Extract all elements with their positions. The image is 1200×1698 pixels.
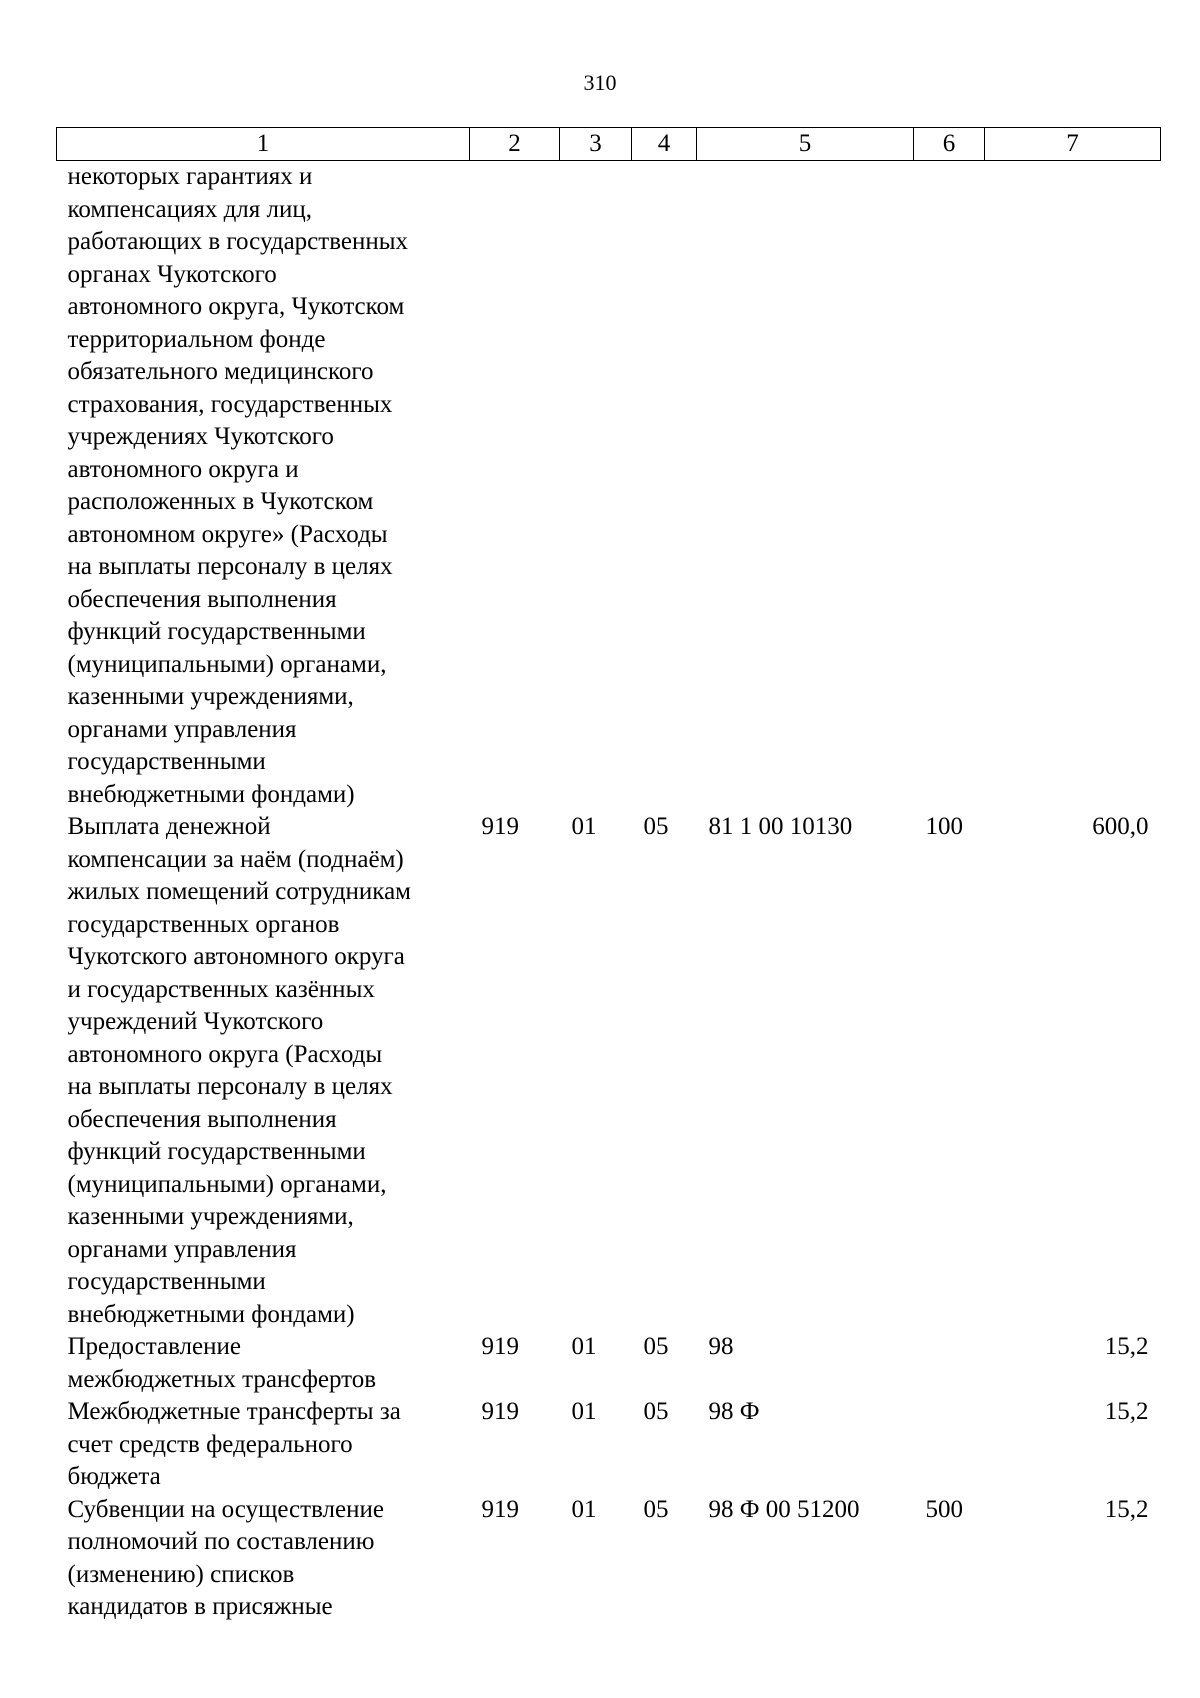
row-col-4: 05 [643,1333,669,1360]
row-name: Предоставление межбюджетных трансфертов [67,1333,377,1393]
row-col-3 [560,161,632,812]
table-row [57,1494,1161,1624]
row-col-2: 919 [481,1333,519,1360]
row-col-7: 15,2 [1104,1398,1149,1425]
row-col-2: 919 [481,1495,519,1523]
row-col-4: 05 [643,1398,669,1425]
row-col-6 [914,1396,985,1494]
row-col-6 [914,161,985,812]
header-col-1: 1 [57,128,470,161]
row-name: некоторых гарантиях и компенсациях для лиц, работающих в государственных органах Чукотского автономного округа, Чукотском территориальном фонде обязательного медицинского страхования, государственных учреждениях Чукотского автономного округа и расположенных в Чукотском автономном округе» (Расходы на выплаты персоналу в целях обеспечения выполнения функций государственными (муниципальными) органами, казенными учреждениями, органами управления государственными внебюджетными фондами) [67,163,409,808]
row-col-7: 15,2 [1104,1333,1149,1360]
table-row [57,1331,1161,1396]
row-col-7: 600,0 [1092,813,1149,840]
row-col-4: 05 [643,813,669,840]
row-name: Межбюджетные трансферты за счет средств федерального бюджета [67,1398,401,1490]
table-row [57,811,1161,1331]
row-col-5: 81 1 00 10130 [708,813,853,840]
row-col-6: 500 [925,1495,963,1523]
row-name: Субвенции на осуществление полномочий по составлению (изменению) списков кандидатов в присяжные [67,1495,384,1620]
table-header-row [57,128,1161,161]
table-row [57,161,1161,812]
budget-table [56,127,1161,1624]
header-col-3: 3 [560,128,632,161]
row-name: Выплата денежной компенсации за наём (поднаём) жилых помещений сотрудникам государственных органов Чукотского автономного округа и государственных казённых учреждений Чукотского автономного округа (Расходы на выплаты персоналу в целях обеспечения выполнения функций государственными (муниципальными) органами, казенными учреждениями, органами управления государственными внебюджетными фондами) [67,813,411,1328]
row-col-5: 98 Ф 00 51200 [708,1495,860,1523]
row-col-6 [914,1331,985,1396]
row-col-5: 98 [708,1333,734,1360]
row-col-5: 98 Ф [708,1398,760,1425]
header-col-7: 7 [985,128,1161,161]
row-col-6: 100 [925,813,963,840]
row-col-7: 15,2 [1104,1495,1149,1523]
row-col-3: 01 [571,813,597,840]
header-col-5: 5 [697,128,914,161]
row-col-2: 919 [481,813,519,840]
row-col-3: 01 [571,1333,597,1360]
page-number: 310 [583,70,617,95]
header-col-6: 6 [914,128,985,161]
header-col-4: 4 [632,128,697,161]
table-row [57,1396,1161,1494]
row-col-3: 01 [571,1398,597,1425]
header-col-2: 2 [470,128,560,161]
row-col-2: 919 [481,1398,519,1425]
row-col-4 [632,161,697,812]
row-col-2 [470,161,560,812]
row-col-3: 01 [571,1495,597,1523]
row-col-7 [985,161,1161,812]
row-col-5 [697,161,914,812]
row-col-4: 05 [643,1495,669,1523]
